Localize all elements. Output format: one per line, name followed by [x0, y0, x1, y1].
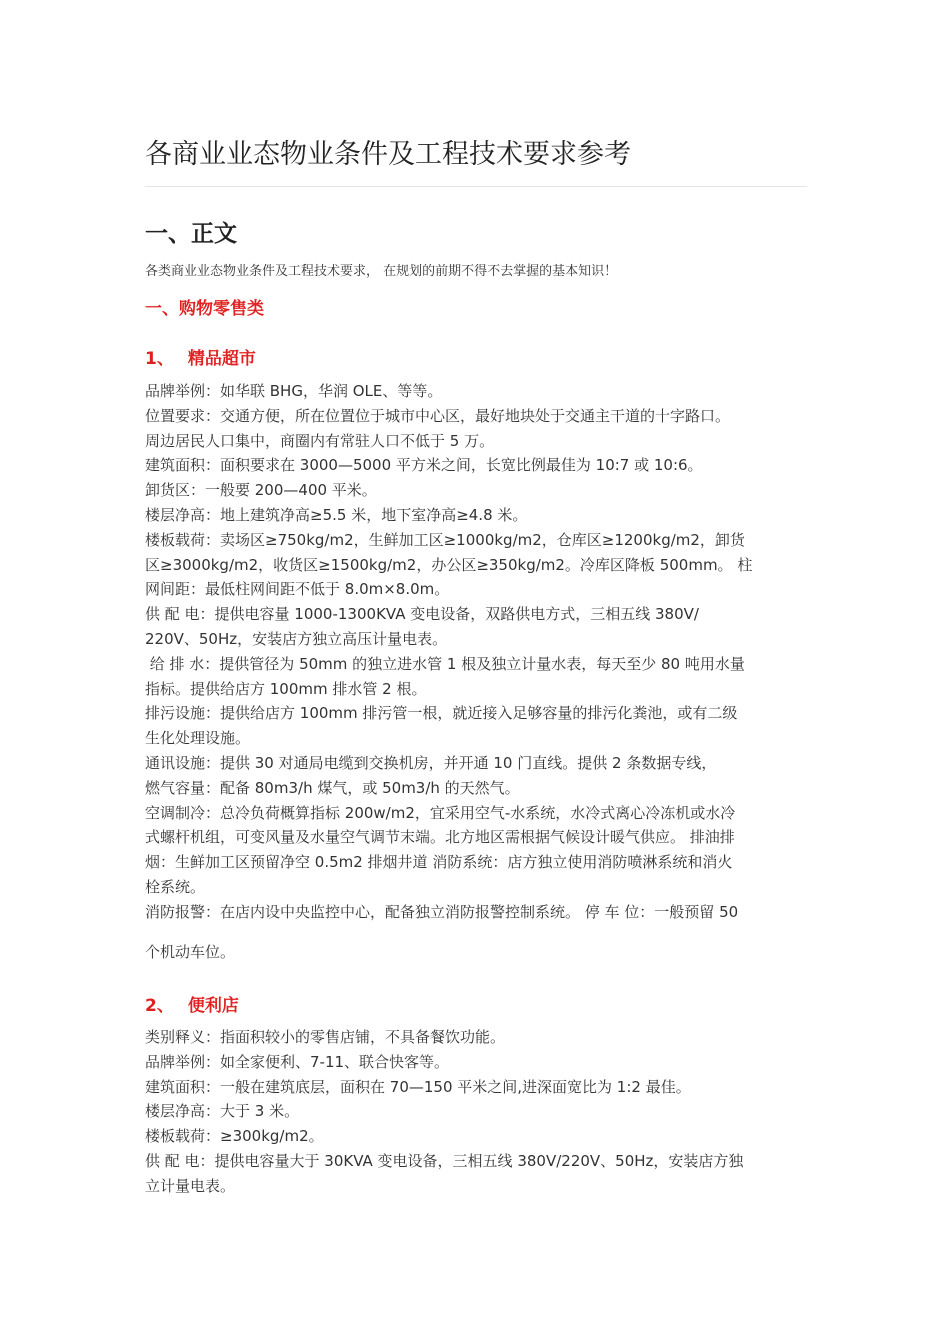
body-line: 立计量电表。: [145, 1176, 236, 1195]
document-title: 各商业业态物业条件及工程技术要求参考: [145, 139, 631, 170]
body-line: 空调制冷：总冷负荷概算指标 200w/m2，宜采用空气-水系统，水冷式离心冷冻机或水冷: [145, 803, 736, 822]
body-line: 周边居民人口集中，商圈内有常驻人口不低于 5 万。: [145, 431, 495, 450]
body-line: 品牌举例：如华联 BHG，华润 OLE、等等。: [145, 382, 443, 400]
body-line: 燃气容量：配备 80m3/h 煤气，或 50m3/h 的天然气。: [145, 778, 520, 797]
convenience-store-body: [145, 1025, 807, 1199]
body-line: 建筑面积：一般在建筑底层，面积在 70—150 平米之间,进深面宽比为 1:2 最佳。: [145, 1077, 691, 1096]
supermarket-body: [145, 379, 807, 925]
body-line: 栓系统。: [145, 877, 206, 896]
section-heading-main: 一、正文: [145, 221, 237, 247]
title-divider: [145, 186, 807, 187]
body-line: 220V、50Hz，安装店方独立高压计量电表。: [145, 629, 448, 648]
body-line: 卸货区：一般要 200—400 平米。: [145, 481, 377, 500]
section-number: 1、: [145, 349, 174, 369]
category-heading: 一、购物零售类: [145, 299, 264, 319]
body-line: 楼层净高：大于 3 米。: [145, 1102, 300, 1121]
section-title: 精品超市: [187, 349, 256, 369]
body-line: 给 排 水：提供管径为 50mm 的独立进水管 1 根及独立计量水表，每天至少 80 吨用水量: [145, 654, 745, 673]
body-line: 供 配 电：提供电容量 1000-1300KVA 变电设备，双路供电方式，三相五线 380V/: [145, 605, 699, 624]
section-number: 2、: [145, 996, 174, 1016]
body-line: 品牌举例：如全家便利、7-11、联合快客等。: [145, 1052, 450, 1071]
body-line: 位置要求：交通方便，所在位置位于城市中心区，最好地块处于交通主干道的十字路口。: [145, 406, 731, 425]
supermarket-tail-line: 个机动车位。: [145, 943, 236, 961]
intro-text: 各类商业业态物业条件及工程技术要求， 在规划的前期不得不去掌握的基本知识！: [145, 264, 618, 279]
body-line: 类别释义：指面积较小的零售店铺，不具备餐饮功能。: [145, 1028, 506, 1046]
body-line: 楼板载荷：卖场区≥750kg/m2，生鲜加工区≥1000kg/m2，仓库区≥1200kg/m2，卸货: [145, 530, 745, 549]
body-line: 式螺杆机组，可变风量及水量空气调节末端。北方地区需根据气候设计暖气供应。 排油排: [145, 828, 735, 847]
body-line: 楼板载荷：≥300kg/m2。: [145, 1127, 324, 1146]
body-line: 供 配 电：提供电容量大于 30KVA 变电设备，三相五线 380V/220V、50Hz，安装店方独: [145, 1151, 744, 1170]
section-heading-convenience-store: [145, 991, 239, 1016]
body-line: 通讯设施：提供 30 对通局电缆到交换机房，并开通 10 门直线。提供 2 条数据专线，: [145, 753, 717, 772]
body-line: 建筑面积：面积要求在 3000—5000 平方米之间，长宽比例最佳为 10:7 或 10:6。: [145, 456, 703, 475]
body-line: 网间距：最低柱网间距不低于 8.0m×8.0m。: [145, 580, 450, 599]
section-heading-supermarket: [145, 344, 256, 369]
body-line: 指标。提供给店方 100mm 排水管 2 根。: [145, 679, 427, 698]
body-line: 区≥3000kg/m2，收货区≥1500kg/m2，办公区≥350kg/m2。冷库区降板 500mm。 柱: [145, 555, 753, 574]
body-line: 烟：生鲜加工区预留净空 0.5m2 排烟井道 消防系统：店方独立使用消防喷淋系统和消火: [145, 853, 733, 872]
body-line: 消防报警：在店内设中央监控中心，配备独立消防报警控制系统。 停 车 位：一般预留 50: [145, 902, 739, 921]
body-line: 排污设施：提供给店方 100mm 排污管一根，就近接入足够容量的排污化粪池，或有二级: [145, 704, 738, 723]
section-title: 便利店: [187, 996, 239, 1016]
body-line: 生化处理设施。: [145, 729, 251, 748]
body-line: 楼层净高：地上建筑净高≥5.5 米，地下室净高≥4.8 米。: [145, 505, 528, 524]
